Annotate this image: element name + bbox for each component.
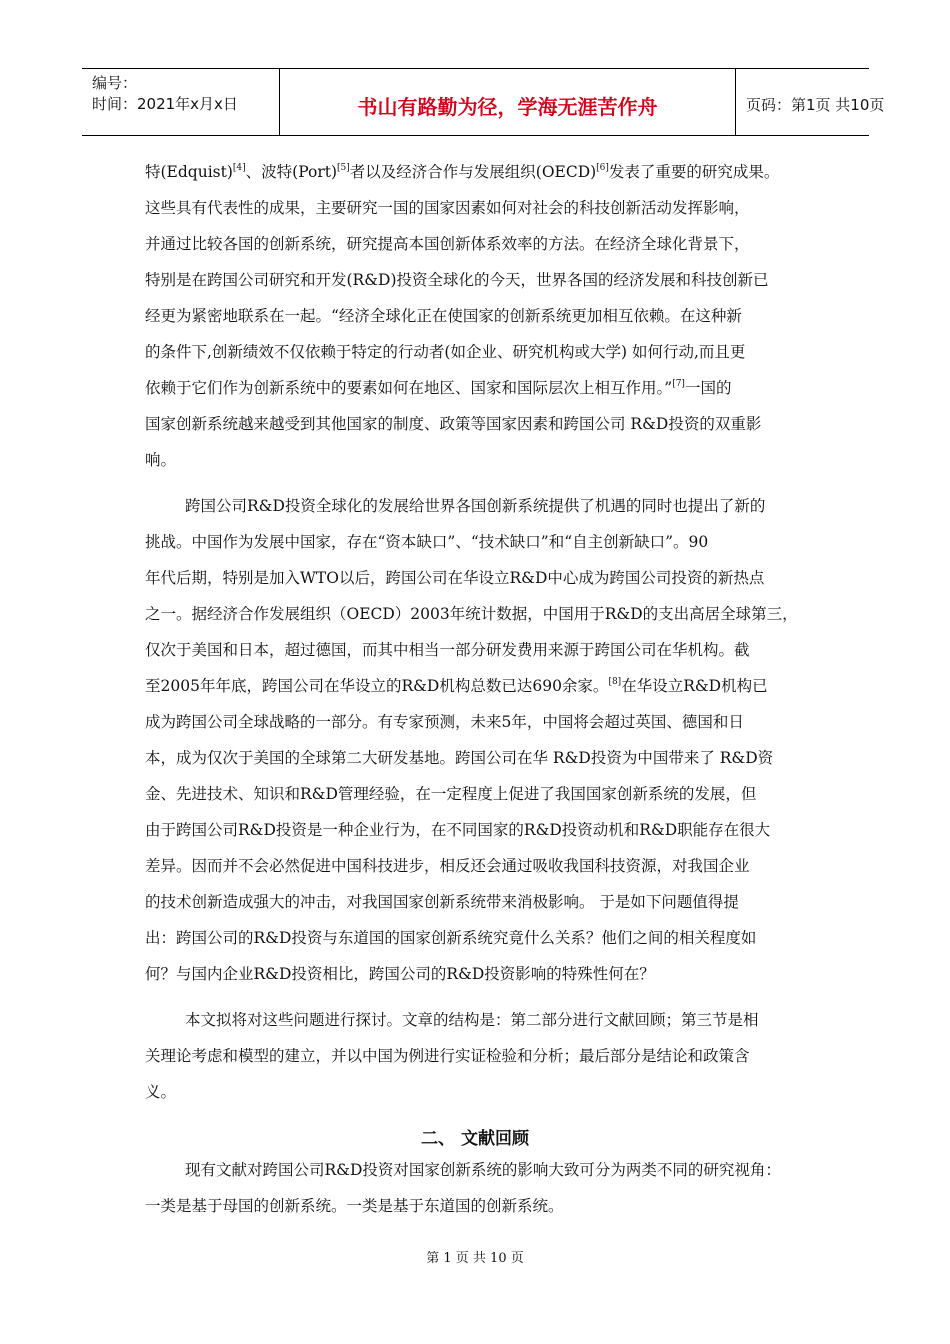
- paragraph-line: 何？与国内企业R&D投资相比，跨国公司的R&D投资影响的特殊性何在？: [145, 965, 655, 983]
- header-motto-cell: [280, 69, 736, 135]
- header-page-label: 页码：第1页 共10页: [746, 96, 885, 114]
- text-run: 一国的: [684, 379, 732, 397]
- text-run: 、波特(Port): [245, 163, 338, 181]
- document-number-label: 编号：: [92, 74, 138, 92]
- paragraph-line: [145, 376, 731, 398]
- paragraph-line: 的技术创新造成强大的冲击，对我国国家创新系统带来消极影响。 于是如下问题值得提: [145, 893, 739, 911]
- paragraph-line: 由于跨国公司R&D投资是一种企业行为，在不同国家的R&D投资动机和R&D职能存在很大: [145, 821, 771, 839]
- document-date-label: 时间：2021年x月x日: [92, 95, 238, 113]
- header-page-cell: [736, 69, 885, 135]
- text-run: 者以及经济合作与发展组织(OECD): [349, 163, 597, 181]
- paragraph-line: 一类是基于母国的创新系统。一类是基于东道国的创新系统。: [145, 1197, 564, 1215]
- text-run: 在华设立R&D机构已: [621, 677, 768, 695]
- paragraph-line: 义。: [145, 1083, 177, 1101]
- text-run: 发表了重要的研究成果。: [608, 163, 780, 181]
- paragraph-line: 并通过比较各国的创新系统，研究提高本国创新体系效率的方法。在经济全球化背景下，: [145, 235, 750, 253]
- paragraph-line: [145, 674, 768, 696]
- text-run: 特(Edquist): [145, 163, 233, 181]
- paragraph-line: 特别是在跨国公司研究和开发(R&D)投资全球化的今天，世界各国的经济发展和科技创新已: [145, 271, 769, 289]
- text-run: 至2005年年底，跨国公司在华设立的R&D机构总数已达690余家。: [145, 677, 609, 695]
- paragraph-line: 差异。因而并不会必然促进中国科技进步，相反还会通过吸收我国科技资源，对我国企业: [145, 857, 750, 875]
- header-motto: 书山有路勤为径，学海无涯苦作舟: [357, 95, 658, 119]
- paragraph-line: 国家创新系统越来越受到其他国家的制度、政策等国家因素和跨国公司 R&D投资的双重影: [145, 415, 762, 433]
- paragraph-line: 的条件下,创新绩效不仅依赖于特定的行动者(如企业、研究机构或大学) 如何行动,而且更: [145, 343, 746, 361]
- paragraph-line: 出：跨国公司的R&D投资与东道国的国家创新系统究竟什么关系？他们之间的相关程度如: [145, 929, 757, 947]
- paragraph-line: 挑战。中国作为发展中国家，存在“资本缺口”、“技术缺口”和“自主创新缺口”。90: [145, 533, 709, 551]
- paragraph-line: 年代后期，特别是加入WTO以后，跨国公司在华设立R&D中心成为跨国公司投资的新热点: [145, 569, 765, 587]
- page-header: [82, 68, 885, 136]
- paragraph-line: 金、先进技术、知识和R&D管理经验，在一定程度上促进了我国国家创新系统的发展，但: [145, 785, 757, 803]
- paragraph-line: 仅次于美国和日本，超过德国，而其中相当一部分研发费用来源于跨国公司在华机构。截: [145, 641, 750, 659]
- paragraph-line: 这些具有代表性的成果，主要研究一国的国家因素如何对社会的科技创新活动发挥影响，: [145, 199, 750, 217]
- paragraph-line: 关理论考虑和模型的建立，并以中国为例进行实证检验和分析；最后部分是结论和政策含: [145, 1047, 750, 1065]
- citation-marker: [4]: [232, 163, 246, 173]
- text-run: 依赖于它们作为创新系统中的要素如何在地区、国家和国际层次上相互作用。”: [145, 379, 673, 397]
- page-footer: 第 1 页 共 10 页: [426, 1251, 524, 1266]
- paragraph-line: 跨国公司R&D投资全球化的发展给世界各国创新系统提供了机遇的同时也提出了新的: [185, 497, 766, 515]
- paragraph-line: 成为跨国公司全球战略的一部分。有专家预测，未来5年，中国将会超过英国、德国和日: [145, 713, 744, 731]
- paragraph-line: 之一。据经济合作发展组织（OECD）2003年统计数据，中国用于R&D的支出高居全球第三，: [145, 605, 798, 623]
- paragraph-line: 经更为紧密地联系在一起。“经济全球化正在使国家的创新系统更加相互依赖。在这种新: [145, 307, 742, 325]
- citation-marker: [7]: [672, 379, 685, 389]
- paragraph-line: [145, 160, 779, 182]
- paragraph-line: 响。: [145, 451, 177, 469]
- section-title: 二、 文献回顾: [421, 1129, 529, 1149]
- citation-marker: [5]: [337, 163, 350, 173]
- citation-marker: [6]: [596, 163, 609, 173]
- paragraph-line: 现有文献对跨国公司R&D投资对国家创新系统的影响大致可分为两类不同的研究视角：: [185, 1161, 781, 1179]
- header-left-cell: [82, 69, 280, 135]
- paragraph-line: 本文拟将对这些问题进行探讨。文章的结构是：第二部分进行文献回顾；第三节是相: [185, 1011, 759, 1029]
- paragraph-line: 本，成为仅次于美国的全球第二大研发基地。跨国公司在华 R&D投资为中国带来了 R&D资: [145, 749, 774, 767]
- citation-marker: [8]: [608, 677, 622, 687]
